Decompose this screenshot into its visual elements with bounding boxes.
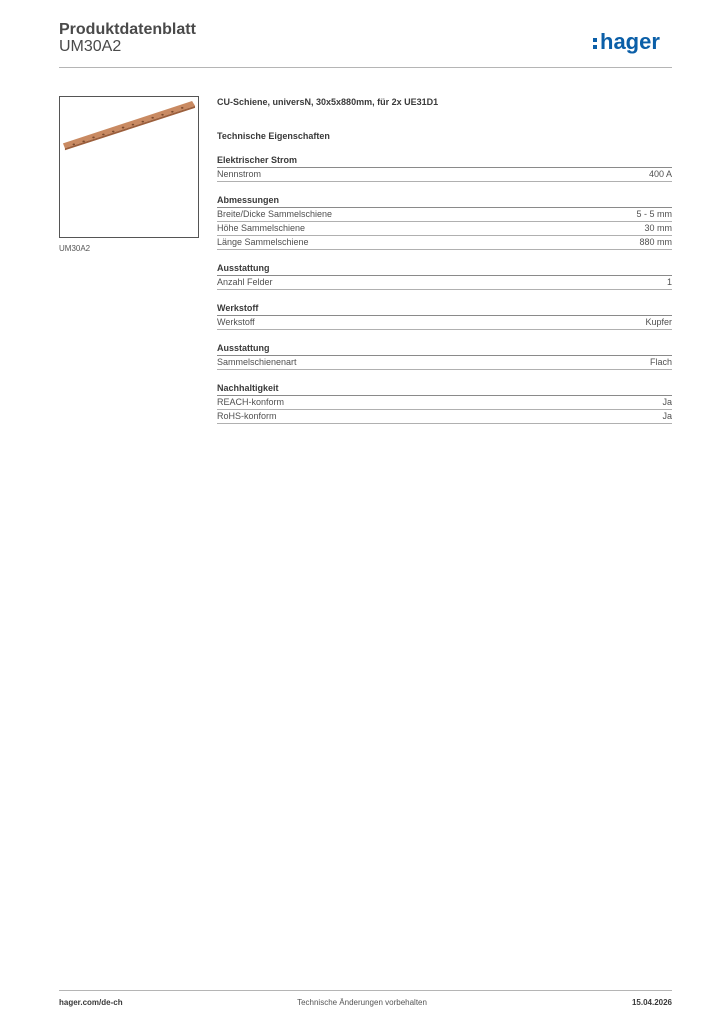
spec-value: 1 <box>666 277 672 287</box>
header-divider <box>59 67 672 68</box>
spec-row <box>217 168 672 182</box>
spec-row <box>217 316 672 330</box>
spec-row <box>217 410 672 424</box>
spec-row <box>217 356 672 370</box>
spec-label: Breite/Dicke Sammelschiene <box>217 209 333 219</box>
spec-value: Ja <box>662 397 672 407</box>
page-title: Produktdatenblatt <box>59 21 196 38</box>
section-title: Werkstoff <box>217 302 672 316</box>
footer-divider <box>59 990 672 991</box>
spec-row <box>217 236 672 250</box>
spec-section-dimensions <box>217 194 672 250</box>
footer-url: hager.com/de-ch <box>59 998 123 1007</box>
technical-properties-heading: Technische Eigenschaften <box>217 131 330 141</box>
logo-wordmark: hager <box>600 29 660 54</box>
product-code: UM30A2 <box>59 38 122 55</box>
spec-value: Flach <box>649 357 672 367</box>
spec-value: 400 A <box>648 169 672 179</box>
spec-row <box>217 208 672 222</box>
footer-date: 15.04.2026 <box>631 998 672 1007</box>
section-title: Ausstattung <box>217 342 672 356</box>
product-image <box>59 96 199 238</box>
spec-section-electrical <box>217 154 672 182</box>
spec-section-material <box>217 302 672 330</box>
spec-row <box>217 222 672 236</box>
spec-value: Ja <box>662 411 672 421</box>
product-description: CU-Schiene, universN, 30x5x880mm, für 2x UE31D1 <box>217 97 439 107</box>
spec-label: Werkstoff <box>217 317 255 327</box>
spec-value: 880 mm <box>639 237 672 247</box>
spec-label: RoHS-konform <box>217 411 277 421</box>
section-title: Elektrischer Strom <box>217 154 672 168</box>
spec-label: Anzahl Felder <box>217 277 273 287</box>
spec-label: Nennstrom <box>217 169 262 179</box>
spec-value: 30 mm <box>644 223 672 233</box>
spec-row <box>217 276 672 290</box>
spec-section-equipment-2 <box>217 342 672 370</box>
section-title: Nachhaltigkeit <box>217 382 672 396</box>
spec-label: Länge Sammelschiene <box>217 237 309 247</box>
spec-value: Kupfer <box>645 317 672 327</box>
hager-logo <box>592 29 674 57</box>
spec-label: Höhe Sammelschiene <box>217 223 306 233</box>
spec-value: 5 - 5 mm <box>636 209 672 219</box>
footer-notice: Technische Änderungen vorbehalten <box>297 998 427 1007</box>
spec-label: Sammelschienenart <box>217 357 297 367</box>
busbar-illustration <box>60 97 198 237</box>
spec-section-sustainability <box>217 382 672 424</box>
spec-row <box>217 396 672 410</box>
spec-label: REACH-konform <box>217 397 285 407</box>
section-title: Ausstattung <box>217 262 672 276</box>
image-caption: UM30A2 <box>59 244 91 253</box>
spec-section-equipment <box>217 262 672 290</box>
section-title: Abmessungen <box>217 194 672 208</box>
spec-content <box>217 96 672 424</box>
